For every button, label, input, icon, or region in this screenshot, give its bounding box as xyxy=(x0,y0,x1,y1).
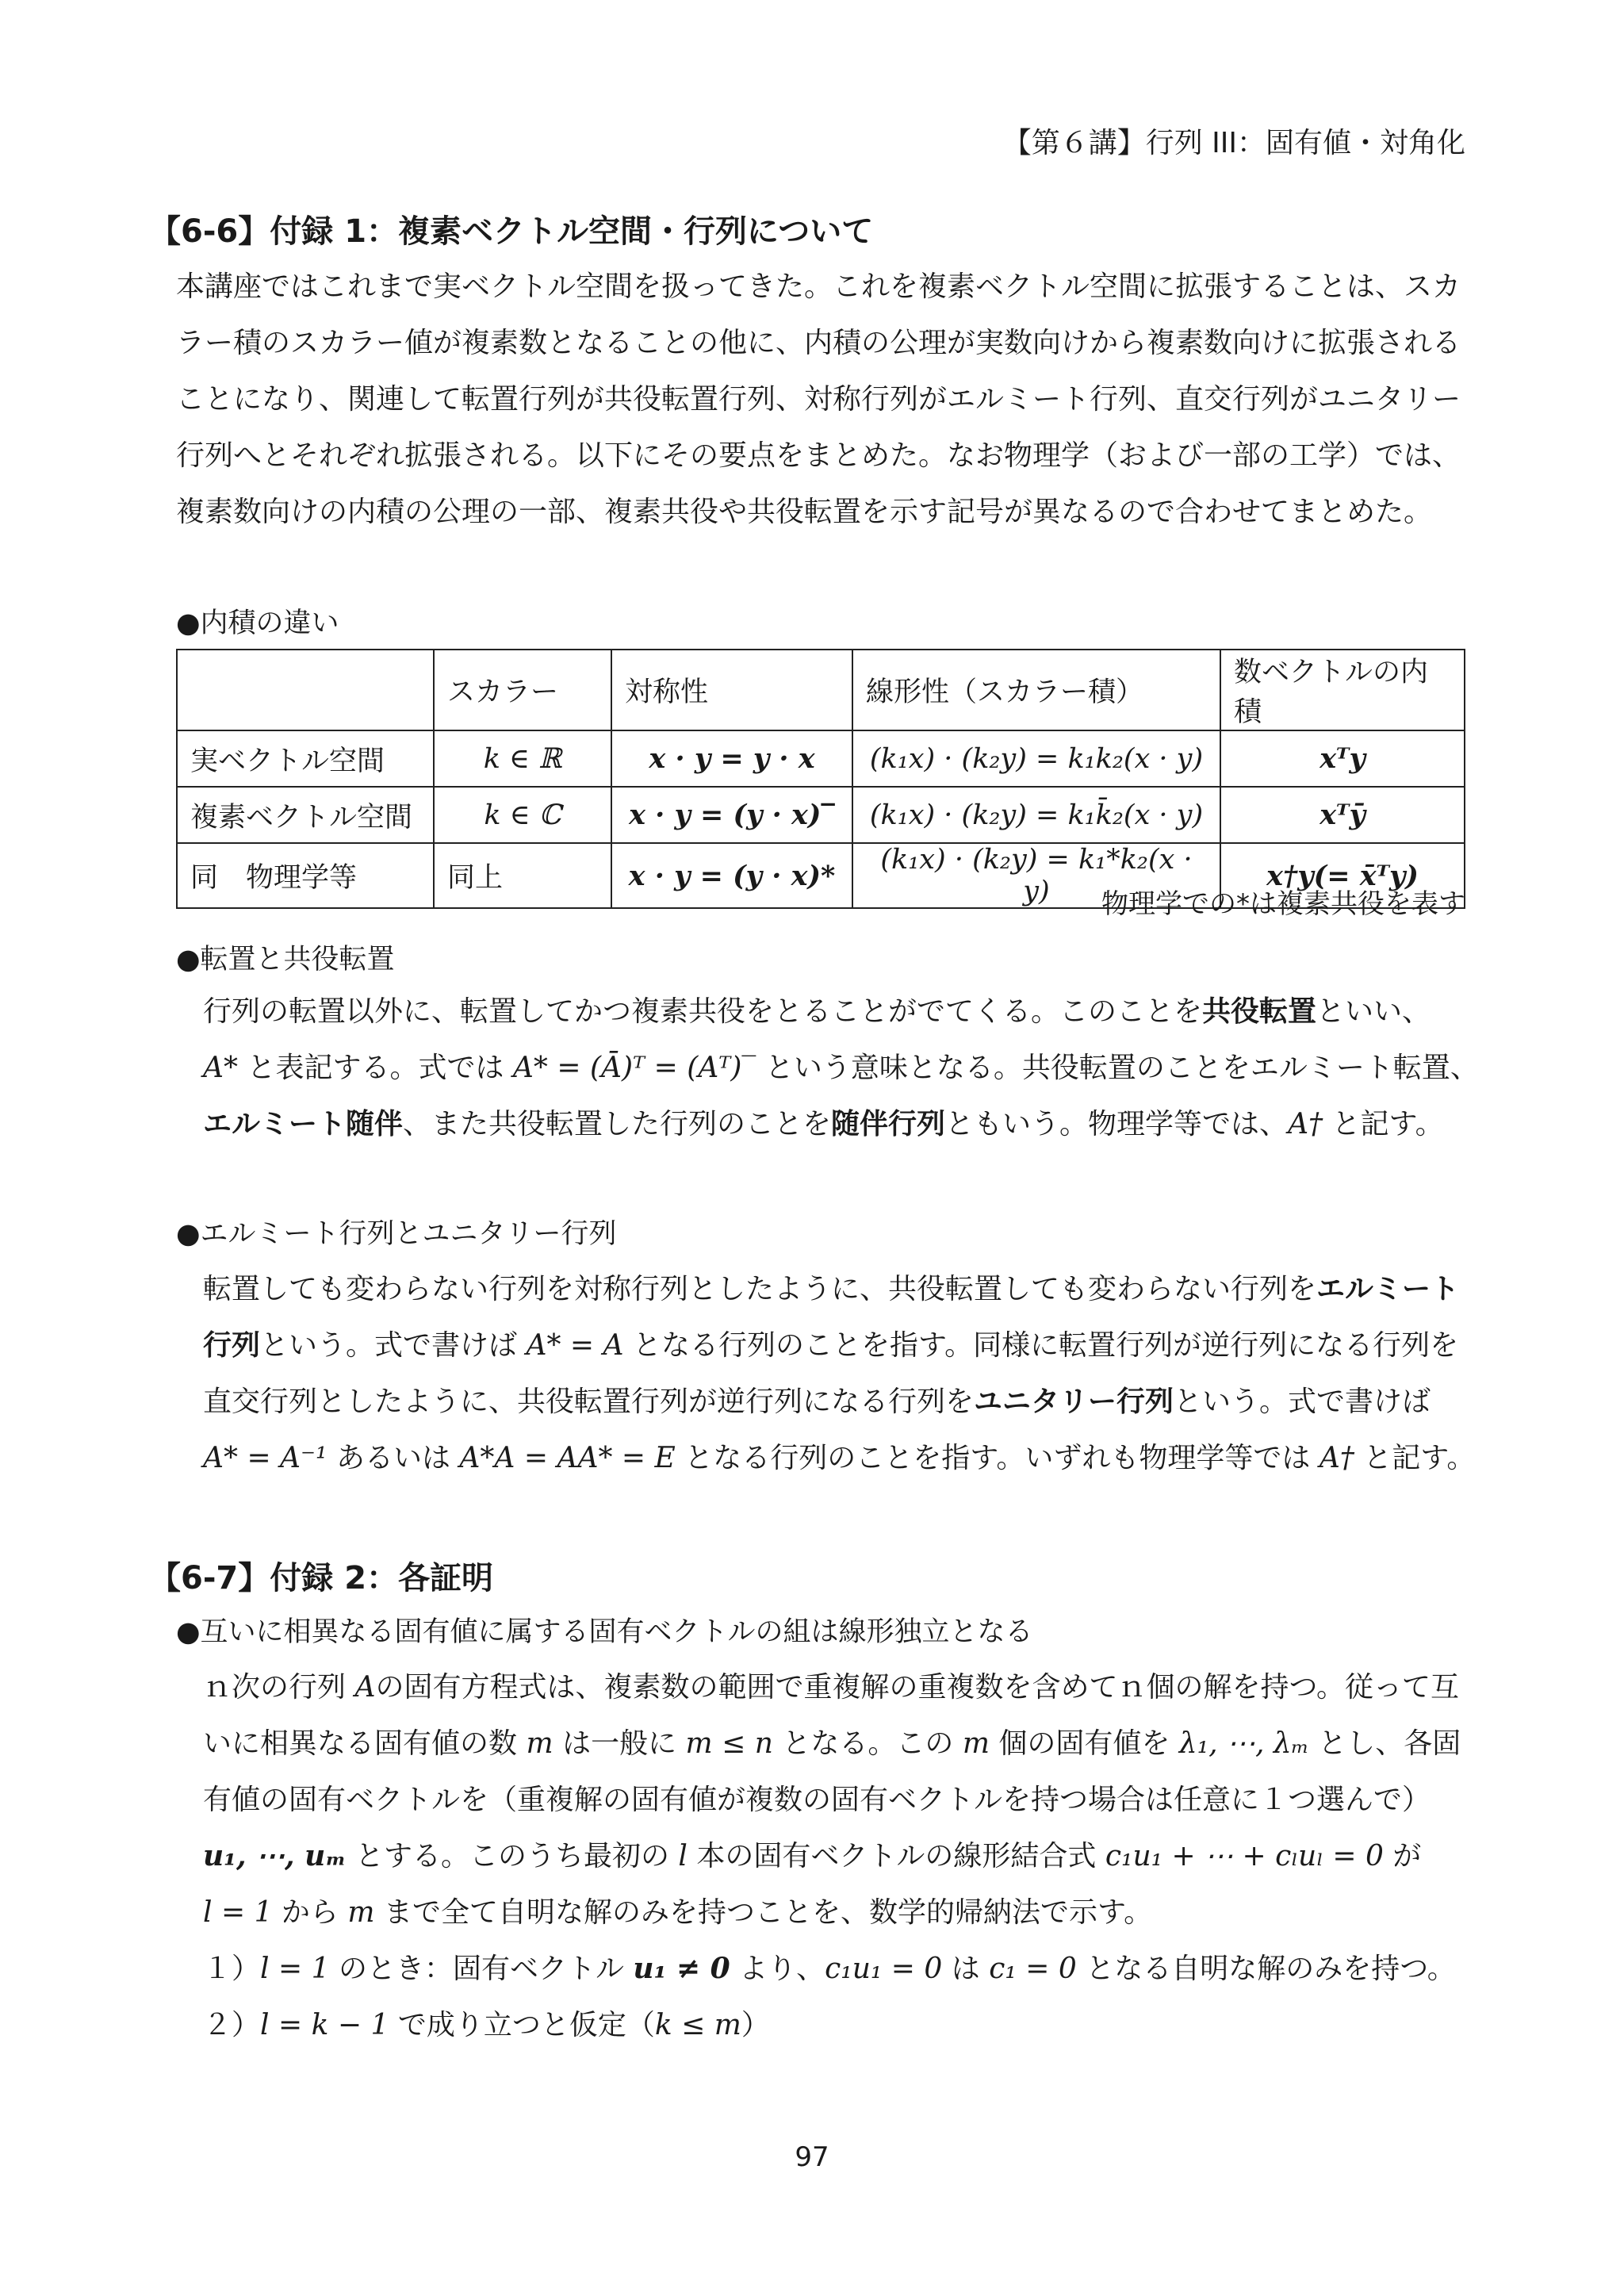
text-span: とする。このうち最初の xyxy=(354,1840,669,1872)
math-expr: l xyxy=(678,1840,688,1872)
text-span: といい、 xyxy=(1316,995,1431,1028)
bold-term: エルミート随伴 xyxy=(203,1108,404,1140)
table-cell: k ∈ ℂ xyxy=(434,787,611,843)
math-expr: A* = (Ā)ᵀ = (Aᵀ)‾ xyxy=(512,1052,756,1084)
transpose-paragraph xyxy=(203,983,1488,1152)
text-span: 本の固有ベクトルの線形結合式 xyxy=(696,1840,1097,1872)
text-line xyxy=(203,1040,1488,1096)
text-span: より、 xyxy=(739,1953,825,1985)
text-span: が xyxy=(1392,1840,1422,1872)
table-header-cell xyxy=(177,650,434,730)
math-expr: k ≤ m xyxy=(654,2009,741,2041)
text-span: 転置しても変わらない行列を対称行列としたように、共役転置しても変わらない行列を xyxy=(203,1273,1317,1305)
math-expr: u₁, ⋯, uₘ xyxy=(203,1839,347,1872)
text-span: ） xyxy=(741,2009,770,2041)
text-span: ｎ次の行列 xyxy=(203,1671,347,1704)
table-cell: (k₁x) · (k₂y) = k₁*k₂(x · y) xyxy=(852,843,1220,908)
table-header-cell: 対称性 xyxy=(611,650,852,730)
text-line xyxy=(203,1828,1488,1884)
text-line xyxy=(203,1374,1488,1430)
text-span: と表記する。式では xyxy=(247,1052,504,1084)
intro-paragraph xyxy=(176,259,1477,540)
section-title-6-7: 【6-7】付録 2：各証明 xyxy=(149,1560,494,1596)
bold-term: 随伴行列 xyxy=(831,1108,946,1140)
table-cell: (k₁x) · (k₂y) = k₁k̄₂(x · y) xyxy=(852,787,1220,843)
math-expr: c₁u₁ + ⋯ + cₗuₗ = 0 xyxy=(1105,1840,1384,1872)
table-cell: k ∈ ℝ xyxy=(434,730,611,787)
page-number: 97 xyxy=(795,2141,829,2173)
table-cell: x · y = (y · x)* xyxy=(611,843,852,908)
table-header-cell: 線形性（スカラー積） xyxy=(852,650,1220,730)
text-line xyxy=(203,1261,1488,1317)
math-expr: l = k − 1 xyxy=(260,2009,389,2041)
text-line xyxy=(203,1317,1488,1374)
text-span: 直交行列としたように、共役転置行列が逆行列になる行列を xyxy=(203,1386,975,1418)
text-span: は一般に xyxy=(562,1727,677,1760)
table-header-cell: 数ベクトルの内積 xyxy=(1220,650,1465,730)
math-expr: l = 1 xyxy=(203,1896,273,1929)
math-expr: A† xyxy=(1319,1442,1354,1474)
intro-line: ことになり、関連して転置行列が共役転置行列、対称行列がエルミート行列、直交行列がユニタリー xyxy=(176,383,1461,416)
bold-term: エルミート xyxy=(1316,1273,1460,1305)
section-title-6-6: 【6-6】付録 1：複素ベクトル空間・行列について xyxy=(149,213,874,250)
table-row xyxy=(177,787,1465,843)
text-line: 有値の固有ベクトルを（重複解の固有値が複数の固有ベクトルを持つ場合は任意に１つ選んで） xyxy=(203,1784,1431,1816)
math-expr: l = 1 xyxy=(260,1953,330,1985)
text-span: となる。この xyxy=(782,1727,954,1760)
table-cell: xᵀy xyxy=(1220,730,1465,787)
math-expr: u₁ ≠ 0 xyxy=(633,1952,730,1985)
intro-line: 行列へとそれぞれ拡張される。以下にその要点をまとめた。なお物理学（および一部の工学）では、 xyxy=(176,439,1461,472)
text-span: となる自明な解のみを持つ。 xyxy=(1086,1953,1456,1985)
proof-paragraph xyxy=(203,1659,1488,2053)
table-cell: 同上 xyxy=(434,843,611,908)
text-span: まで全て自明な解のみを持つことを、数学的帰納法で示す。 xyxy=(383,1896,1153,1929)
text-span: と記す。 xyxy=(1331,1108,1444,1140)
intro-line: ラー積のスカラー値が複素数となることの他に、内積の公理が実数向けから複素数向けに拡張される xyxy=(176,327,1461,359)
text-line xyxy=(203,1096,1488,1152)
table-note: 物理学での*は複素共役を表す xyxy=(1101,888,1465,920)
text-span: の固有方程式は、複素数の範囲で重複解の重複数を含めてｎ個の解を持つ。従って互 xyxy=(375,1671,1460,1704)
text-span: とし、各固 xyxy=(1318,1727,1461,1760)
text-line xyxy=(203,1715,1488,1772)
text-span: １） xyxy=(203,1953,261,1985)
bullet-transpose: ●転置と共役転置 xyxy=(176,944,395,976)
bold-term: ユニタリー行列 xyxy=(974,1386,1174,1418)
math-expr: A* = A xyxy=(526,1329,624,1362)
text-span: あるいは xyxy=(335,1442,450,1474)
math-expr: m xyxy=(962,1727,990,1760)
text-span: いに相異なる固有値の数 xyxy=(203,1727,518,1760)
math-expr: A xyxy=(354,1671,376,1704)
text-span: となる行列のことを指す。いずれも物理学等では xyxy=(684,1442,1311,1474)
table-cell: 実ベクトル空間 xyxy=(177,730,434,787)
table-row xyxy=(177,730,1465,787)
table-header-row xyxy=(177,650,1465,730)
inner-product-table xyxy=(176,649,1465,909)
bold-term: 行列 xyxy=(203,1329,261,1362)
bullet-linear-independence: ●互いに相異なる固有値に属する固有ベクトルの組は線形独立となる xyxy=(176,1616,1033,1648)
text-span: 行列の転置以外に、転置してかつ複素共役をとることがでてくる。このことを xyxy=(203,995,1203,1028)
intro-line: 本講座ではこれまで実ベクトル空間を扱ってきた。これを複素ベクトル空間に拡張することは、スカ xyxy=(176,270,1461,303)
bullet-inner-product: ●内積の違い xyxy=(176,608,339,639)
hermitian-paragraph xyxy=(203,1261,1488,1486)
math-expr: m xyxy=(526,1727,553,1760)
text-line xyxy=(203,1884,1488,1941)
math-expr: m ≤ n xyxy=(685,1727,773,1760)
text-span: から xyxy=(281,1896,339,1929)
table-cell: (k₁x) · (k₂y) = k₁k₂(x · y) xyxy=(852,730,1220,787)
text-line xyxy=(203,1941,1488,1997)
text-span: のとき：固有ベクトル xyxy=(338,1953,624,1985)
text-span: と記す。 xyxy=(1363,1442,1476,1474)
math-expr: A*A = AA* = E xyxy=(459,1442,676,1474)
text-span: 、また共役転置した行列のことを xyxy=(403,1108,832,1140)
text-span: 個の固有値を xyxy=(998,1727,1170,1760)
math-expr: c₁ = 0 xyxy=(989,1953,1077,1985)
table-cell: x†y(= x̄ᵀy) xyxy=(1220,843,1465,908)
bold-term: 共役転置 xyxy=(1202,995,1317,1028)
math-expr: A* = A⁻¹ xyxy=(203,1442,327,1474)
text-span: は xyxy=(951,1953,980,1985)
table-cell: xᵀȳ xyxy=(1220,787,1465,843)
math-expr: A* xyxy=(203,1052,238,1084)
text-line xyxy=(203,1430,1488,1486)
math-expr: λ₁, ⋯, λₘ xyxy=(1178,1727,1309,1760)
text-span: という意味となる。共役転置のことをエルミート転置、 xyxy=(764,1052,1479,1084)
text-line xyxy=(203,1997,1488,2053)
bullet-hermitian: ●エルミート行列とユニタリー行列 xyxy=(176,1218,617,1250)
text-span: という。式で書けば xyxy=(260,1329,518,1362)
text-span: で成り立つと仮定（ xyxy=(397,2009,655,2041)
table-cell: x · y = (y · x)‾ xyxy=(611,787,852,843)
table-cell: x · y = y · x xyxy=(611,730,852,787)
text-span: ２） xyxy=(203,2009,261,2041)
text-line xyxy=(203,1659,1488,1715)
text-line xyxy=(203,983,1488,1040)
math-expr: m xyxy=(347,1896,375,1929)
text-span: となる行列のことを指す。同様に転置行列が逆行列になる行列を xyxy=(632,1329,1459,1362)
table-cell: 同 物理学等 xyxy=(177,843,434,908)
math-expr: c₁u₁ = 0 xyxy=(825,1953,943,1985)
text-span: という。式で書けば xyxy=(1174,1386,1431,1418)
table-cell: 複素ベクトル空間 xyxy=(177,787,434,843)
intro-line: 複素数向けの内積の公理の一部、複素共役や共役転置を示す記号が異なるので合わせてまとめた。 xyxy=(176,496,1433,528)
page-header: 【第６講】行列 III：固有値・対角化 xyxy=(1002,127,1465,159)
math-expr: A† xyxy=(1288,1108,1323,1140)
table-header-cell: スカラー xyxy=(434,650,611,730)
text-span: ともいう。物理学等では、 xyxy=(945,1108,1289,1140)
